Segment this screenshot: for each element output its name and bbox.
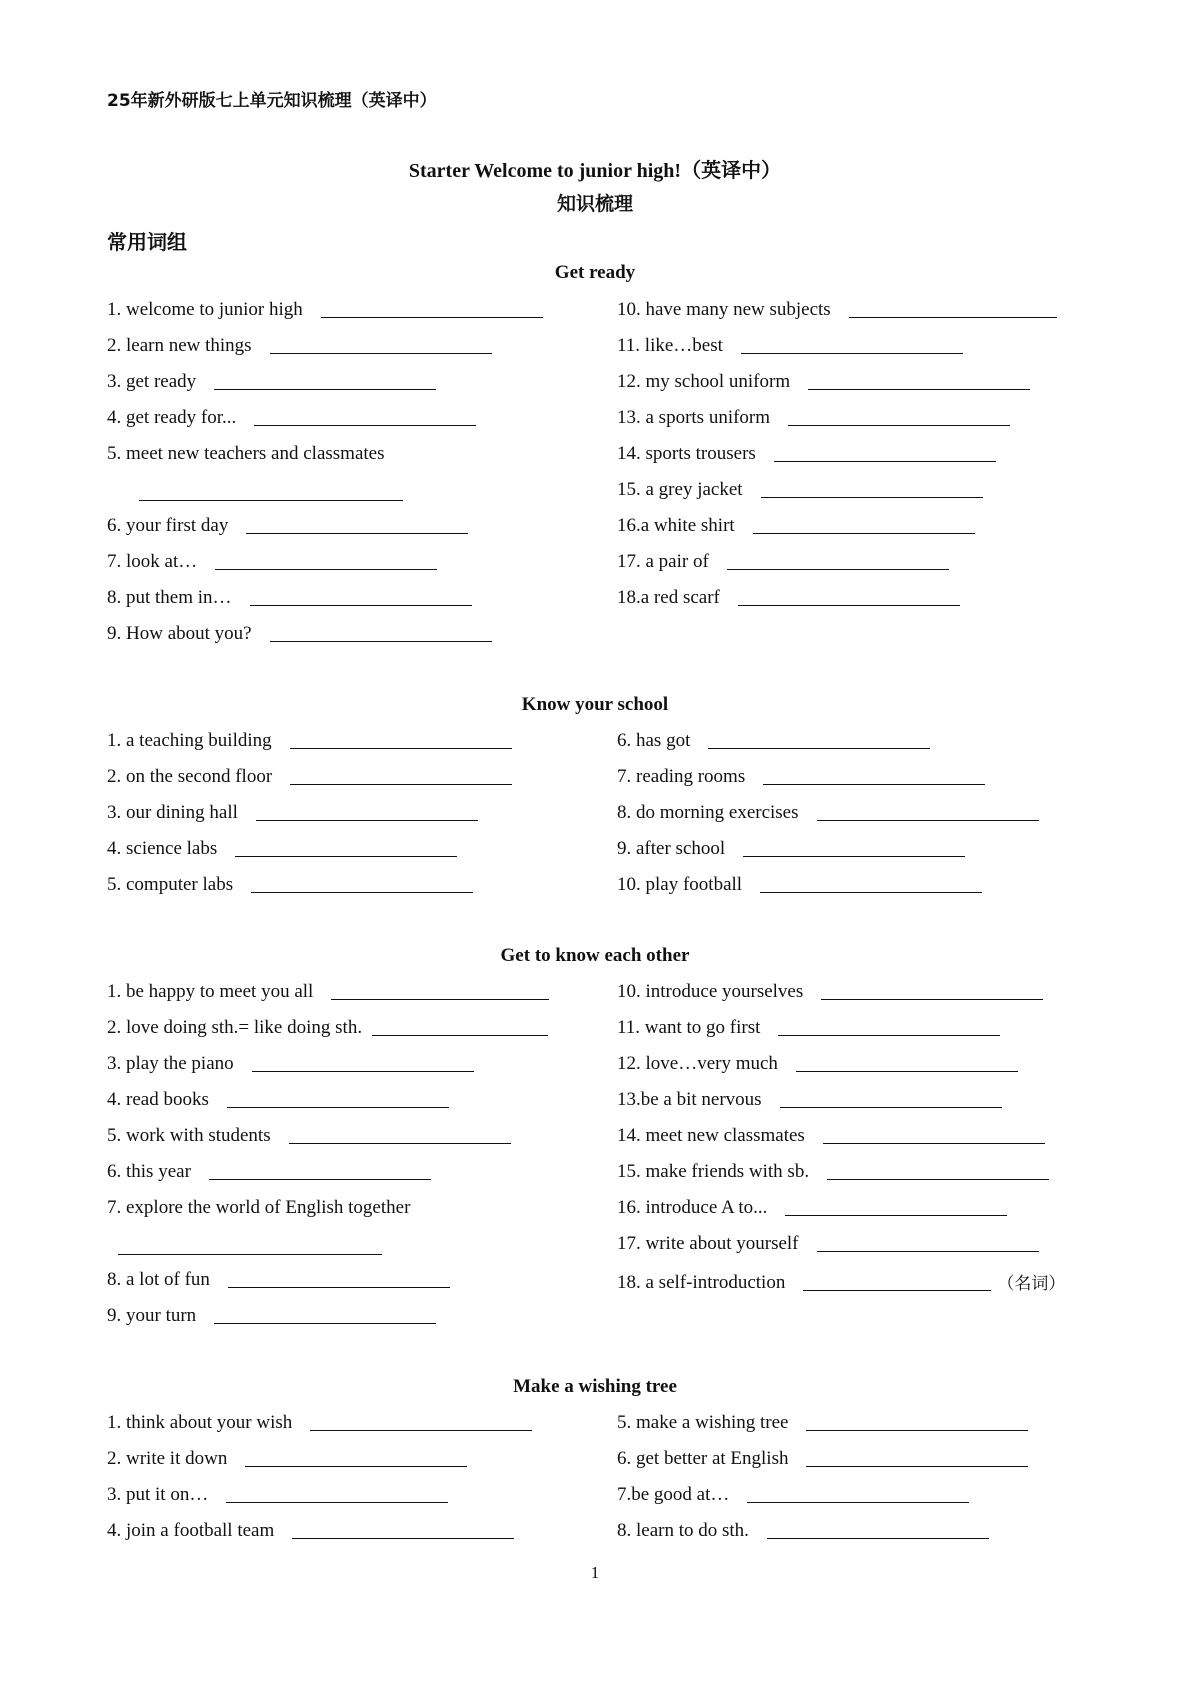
phrase-item: 2. write it down — [107, 1448, 467, 1470]
answer-blank[interactable] — [254, 425, 476, 426]
answer-blank[interactable] — [767, 1538, 989, 1539]
phrase-item: 8. learn to do sth. — [617, 1520, 989, 1542]
answer-blank[interactable] — [817, 820, 1039, 821]
answer-blank[interactable] — [256, 820, 478, 821]
answer-blank[interactable] — [250, 605, 472, 606]
phrase-item: 18.a red scarf — [617, 587, 960, 609]
phrase-item: 9. your turn — [107, 1305, 436, 1327]
section-label: 常用词组 — [107, 230, 187, 254]
answer-blank[interactable] — [118, 1254, 382, 1255]
phrase-item: 3. get ready — [107, 371, 436, 393]
answer-blank[interactable] — [753, 533, 975, 534]
answer-blank[interactable] — [821, 999, 1043, 1000]
phrase-item: 3. play the piano — [107, 1053, 474, 1075]
answer-blank[interactable] — [215, 569, 437, 570]
phrase-item: 10. play football — [617, 874, 982, 896]
answer-blank[interactable] — [708, 748, 930, 749]
phrase-item: 3. put it on… — [107, 1484, 448, 1506]
answer-blank[interactable] — [246, 533, 468, 534]
section-heading-make-a-wishing-tree: Make a wishing tree — [513, 1376, 677, 1397]
phrase-item: 9. after school — [617, 838, 965, 860]
phrase-item: 15. make friends with sb. — [617, 1161, 1049, 1183]
answer-blank[interactable] — [806, 1466, 1028, 1467]
section-heading-get-ready: Get ready — [554, 262, 636, 283]
answer-blank[interactable] — [796, 1071, 1018, 1072]
phrase-item: 7.be good at… — [617, 1484, 969, 1506]
answer-blank[interactable] — [331, 999, 549, 1000]
phrase-item: 1. a teaching building — [107, 730, 512, 752]
part-of-speech-note: （名词） — [997, 1274, 1066, 1294]
phrase-item: 4. science labs — [107, 838, 457, 860]
phrase-item: 14. meet new classmates — [617, 1125, 1045, 1147]
phrase-item: 1. welcome to junior high — [107, 299, 543, 321]
phrase-item: 16. introduce A to... — [617, 1197, 1007, 1219]
answer-blank[interactable] — [139, 500, 403, 501]
answer-blank[interactable] — [747, 1502, 969, 1503]
answer-blank[interactable] — [214, 1323, 436, 1324]
phrase-item: 10. have many new subjects — [617, 299, 1057, 321]
answer-blank[interactable] — [827, 1179, 1049, 1180]
answer-blank[interactable] — [214, 389, 436, 390]
phrase-item: 8. put them in… — [107, 587, 472, 609]
answer-blank[interactable] — [743, 856, 965, 857]
answer-blank[interactable] — [292, 1538, 514, 1539]
answer-blank[interactable] — [741, 353, 963, 354]
answer-blank[interactable] — [738, 605, 960, 606]
answer-blank[interactable] — [290, 748, 512, 749]
phrase-item: 5. computer labs — [107, 874, 473, 896]
answer-blank[interactable] — [760, 892, 982, 893]
answer-blank[interactable] — [808, 389, 1030, 390]
phrase-item: 6. get better at English — [617, 1448, 1028, 1470]
phrase-item: 13. a sports uniform — [617, 407, 1010, 429]
answer-blank[interactable] — [226, 1502, 448, 1503]
answer-blank[interactable] — [321, 317, 543, 318]
phrase-item: 8. a lot of fun — [107, 1269, 450, 1291]
phrase-item: 6. has got — [617, 730, 930, 752]
phrase-item: 11. want to go first — [617, 1017, 1000, 1039]
phrase-item: 2. love doing sth.= like doing sth. — [107, 1017, 548, 1039]
answer-blank[interactable] — [289, 1143, 511, 1144]
answer-blank[interactable] — [270, 353, 492, 354]
answer-blank[interactable] — [803, 1290, 991, 1291]
answer-blank[interactable] — [761, 497, 983, 498]
section-heading-know-your-school: Know your school — [521, 694, 669, 715]
phrase-item: 8. do morning exercises — [617, 802, 1039, 824]
phrase-item: 2. on the second floor — [107, 766, 512, 788]
phrase-item: 1. be happy to meet you all — [107, 981, 549, 1003]
answer-blank[interactable] — [788, 425, 1010, 426]
answer-blank[interactable] — [727, 569, 949, 570]
phrase-item: 15. a grey jacket — [617, 479, 983, 501]
answer-blank[interactable] — [252, 1071, 474, 1072]
page-number: 1 — [590, 1563, 600, 1582]
phrase-item: 7. look at… — [107, 551, 437, 573]
phrase-item: 7. reading rooms — [617, 766, 985, 788]
answer-blank[interactable] — [806, 1430, 1028, 1431]
answer-blank[interactable] — [817, 1251, 1039, 1252]
answer-blank[interactable] — [780, 1107, 1002, 1108]
answer-blank[interactable] — [849, 317, 1057, 318]
answer-blank[interactable] — [763, 784, 985, 785]
section-heading-get-to-know-each-other: Get to know each other — [500, 945, 690, 966]
phrase-item: 12. my school uniform — [617, 371, 1030, 393]
answer-blank[interactable] — [270, 641, 492, 642]
answer-blank[interactable] — [823, 1143, 1045, 1144]
phrase-item: 17. a pair of — [617, 551, 949, 573]
phrase-item: 4. read books — [107, 1089, 449, 1111]
phrase-item: 14. sports trousers — [617, 443, 996, 465]
page-subtitle: 知识梳理 — [556, 193, 633, 215]
phrase-item: 2. learn new things — [107, 335, 492, 357]
phrase-item: 7. explore the world of English together — [107, 1197, 411, 1218]
answer-blank[interactable] — [227, 1107, 449, 1108]
phrase-item: 4. get ready for... — [107, 407, 476, 429]
answer-blank[interactable] — [310, 1430, 532, 1431]
answer-blank[interactable] — [372, 1035, 548, 1036]
phrase-item: 17. write about yourself — [617, 1233, 1039, 1255]
phrase-item: 11. like…best — [617, 335, 963, 357]
answer-blank[interactable] — [235, 856, 457, 857]
document-header: 25年新外研版七上单元知识梳理（英译中） — [107, 91, 437, 111]
phrase-item: 3. our dining hall — [107, 802, 478, 824]
phrase-item: 6. your first day — [107, 515, 468, 537]
phrase-item: 5. make a wishing tree — [617, 1412, 1028, 1434]
phrase-item: 10. introduce yourselves — [617, 981, 1043, 1003]
phrase-item: 16.a white shirt — [617, 515, 975, 537]
phrase-item: 6. this year — [107, 1161, 431, 1183]
answer-blank[interactable] — [245, 1466, 467, 1467]
phrase-item: 5. meet new teachers and classmates — [107, 443, 385, 464]
phrase-item: 9. How about you? — [107, 623, 492, 645]
answer-blank[interactable] — [251, 892, 473, 893]
page-title: Starter Welcome to junior high!（英译中） — [408, 160, 782, 182]
phrase-item: 4. join a football team — [107, 1520, 514, 1542]
answer-blank[interactable] — [228, 1287, 450, 1288]
phrase-item: 1. think about your wish — [107, 1412, 532, 1434]
answer-blank[interactable] — [785, 1215, 1007, 1216]
answer-blank[interactable] — [774, 461, 996, 462]
answer-blank[interactable] — [778, 1035, 1000, 1036]
answer-blank[interactable] — [290, 784, 512, 785]
phrase-item: 12. love…very much — [617, 1053, 1018, 1075]
phrase-item: 13.be a bit nervous — [617, 1089, 1002, 1111]
answer-blank[interactable] — [209, 1179, 431, 1180]
phrase-item: 18. a self-introduction （名词） — [617, 1269, 1065, 1294]
phrase-item: 5. work with students — [107, 1125, 511, 1147]
